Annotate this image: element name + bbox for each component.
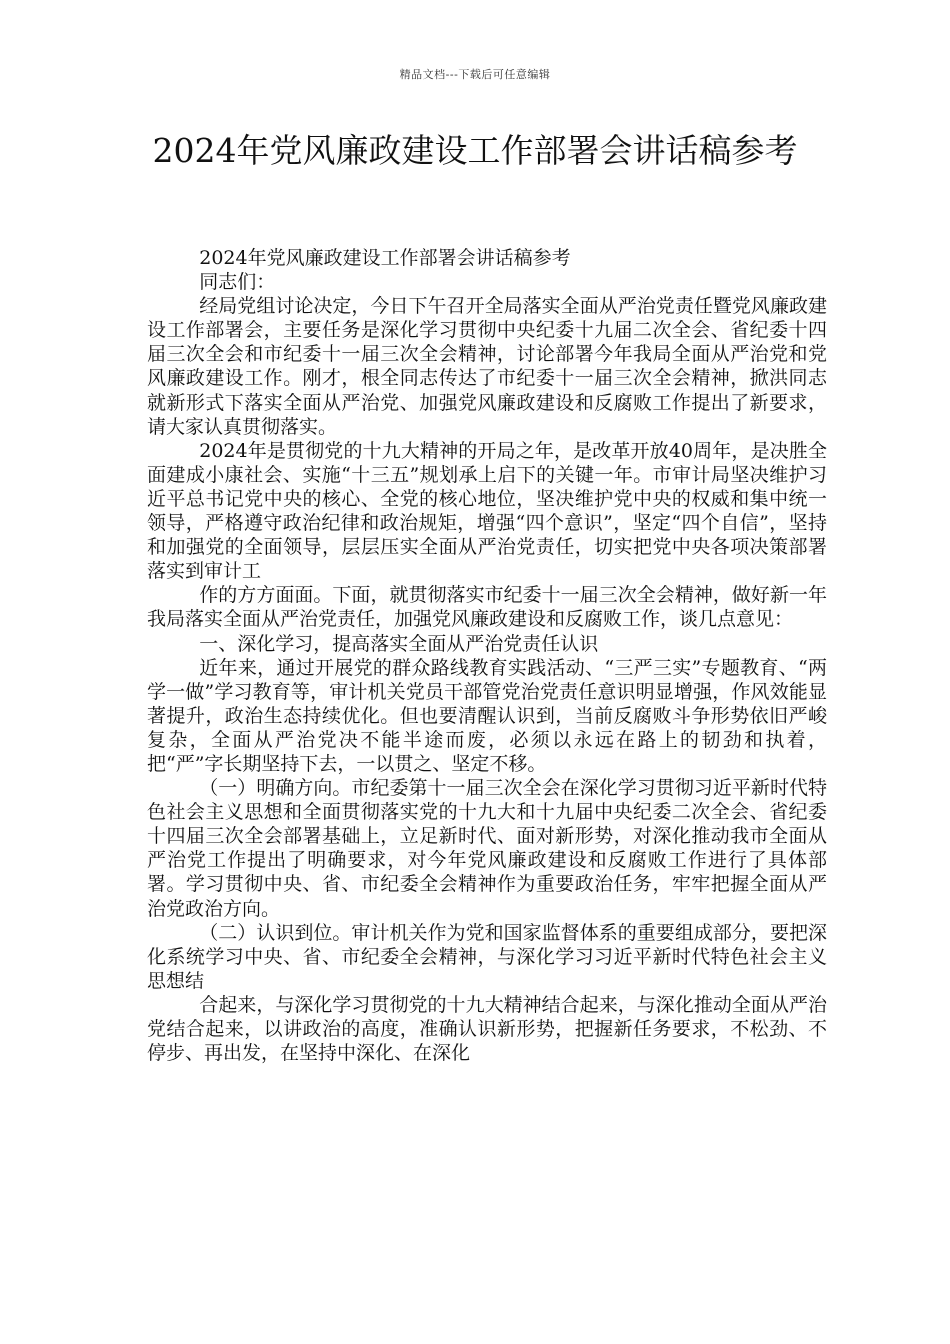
document-title: 2024年党风廉政建设工作部署会讲话稿参考 bbox=[152, 131, 798, 170]
body-paragraph: 经局党组讨论决定，今日下午召开全局落实全面从严治党责任暨党风廉政建设工作部署会，主要任务是深化学习贯彻中央纪委十九届二次全会、省纪委十四届三次全会和市纪委十一届三次全会精神，讨论部署今年我局全面从严治党和党风廉政建设工作。刚才，根全同志传达了市纪委十一届三次全会精神，掀洪同志就新形式下落实全面从严治党、加强党风廉政建设和反腐败工作提出了新要求，请大家认真贯彻落实。 bbox=[147, 295, 827, 438]
body-paragraph: 近年来，通过开展党的群众路线教育实践活动、“三严三实”专题教育、“两学一做”学习教育等，审计机关党员干部管党治党责任意识明显增强，作风效能显著提升，政治生态持续优化。但也要清醒认识到，当前反腐败斗争形势依旧严峻复杂，全面从严治党决不能半途而废，必须以永远在路上的韧劲和执着，把“严”字长期坚持下去，一以贯之、坚定不移。 bbox=[147, 656, 827, 775]
body-paragraph: 2024年是贯彻党的十九大精神的开局之年，是改革开放40周年，是决胜全面建成小康社会、实施“十三五”规划承上启下的关键一年。市审计局坚决维护习近平总书记党中央的核心、全党的核心地位，坚决维护党中央的权威和集中统一领导，严格遵守政治纪律和政治规矩，增强“四个意识”，坚定“四个自信”，坚持和加强党的全面领导，层层压实全面从严治党责任，切实把党中央各项决策部署落实到审计工 bbox=[147, 439, 827, 583]
body-paragraph: 作的方方面面。下面，就贯彻落实市纪委十一届三次全会精神，做好新一年我局落实全面从严治党责任，加强党风廉政建设和反腐败工作，谈几点意见： bbox=[147, 584, 827, 631]
body-paragraph: （二）认识到位。审计机关作为党和国家监督体系的重要组成部分，要把深化系统学习中央、省、市纪委全会精神，与深化学习习近平新时代特色社会主义思想结 bbox=[147, 921, 827, 992]
body-paragraph-salutation: 同志们： bbox=[199, 271, 276, 294]
body-paragraph: （一）明确方向。市纪委第十一届三次全会在深化学习贯彻习近平新时代特色社会主义思想和全面贯彻落实党的十九大和十九届中央纪委二次全会、省纪委十四届三次全会部署基础上，立足新时代、面对新形势，对深化推动我市全面从严治党工作提出了明确要求，对今年党风廉政建设和反腐败工作进行了具体部署。学习贯彻中央、省、市纪委全会精神作为重要政治任务，牢牢把握全面从严治党政治方向。 bbox=[147, 777, 827, 920]
body-paragraph: 合起来，与深化学习贯彻党的十九大精神结合起来，与深化推动全面从严治党结合起来，以讲政治的高度，准确认识新形势，把握新任务要求，不松劲、不停步、再出发，在坚持中深化、在深化 bbox=[147, 993, 827, 1065]
header-note: 精品文档---下载后可任意编辑 bbox=[399, 68, 551, 81]
section-heading: 一、深化学习，提高落实全面从严治党责任认识 bbox=[199, 632, 599, 655]
document-body bbox=[147, 246, 827, 1065]
body-paragraph-subtitle: 2024年党风廉政建设工作部署会讲话稿参考 bbox=[199, 247, 571, 269]
